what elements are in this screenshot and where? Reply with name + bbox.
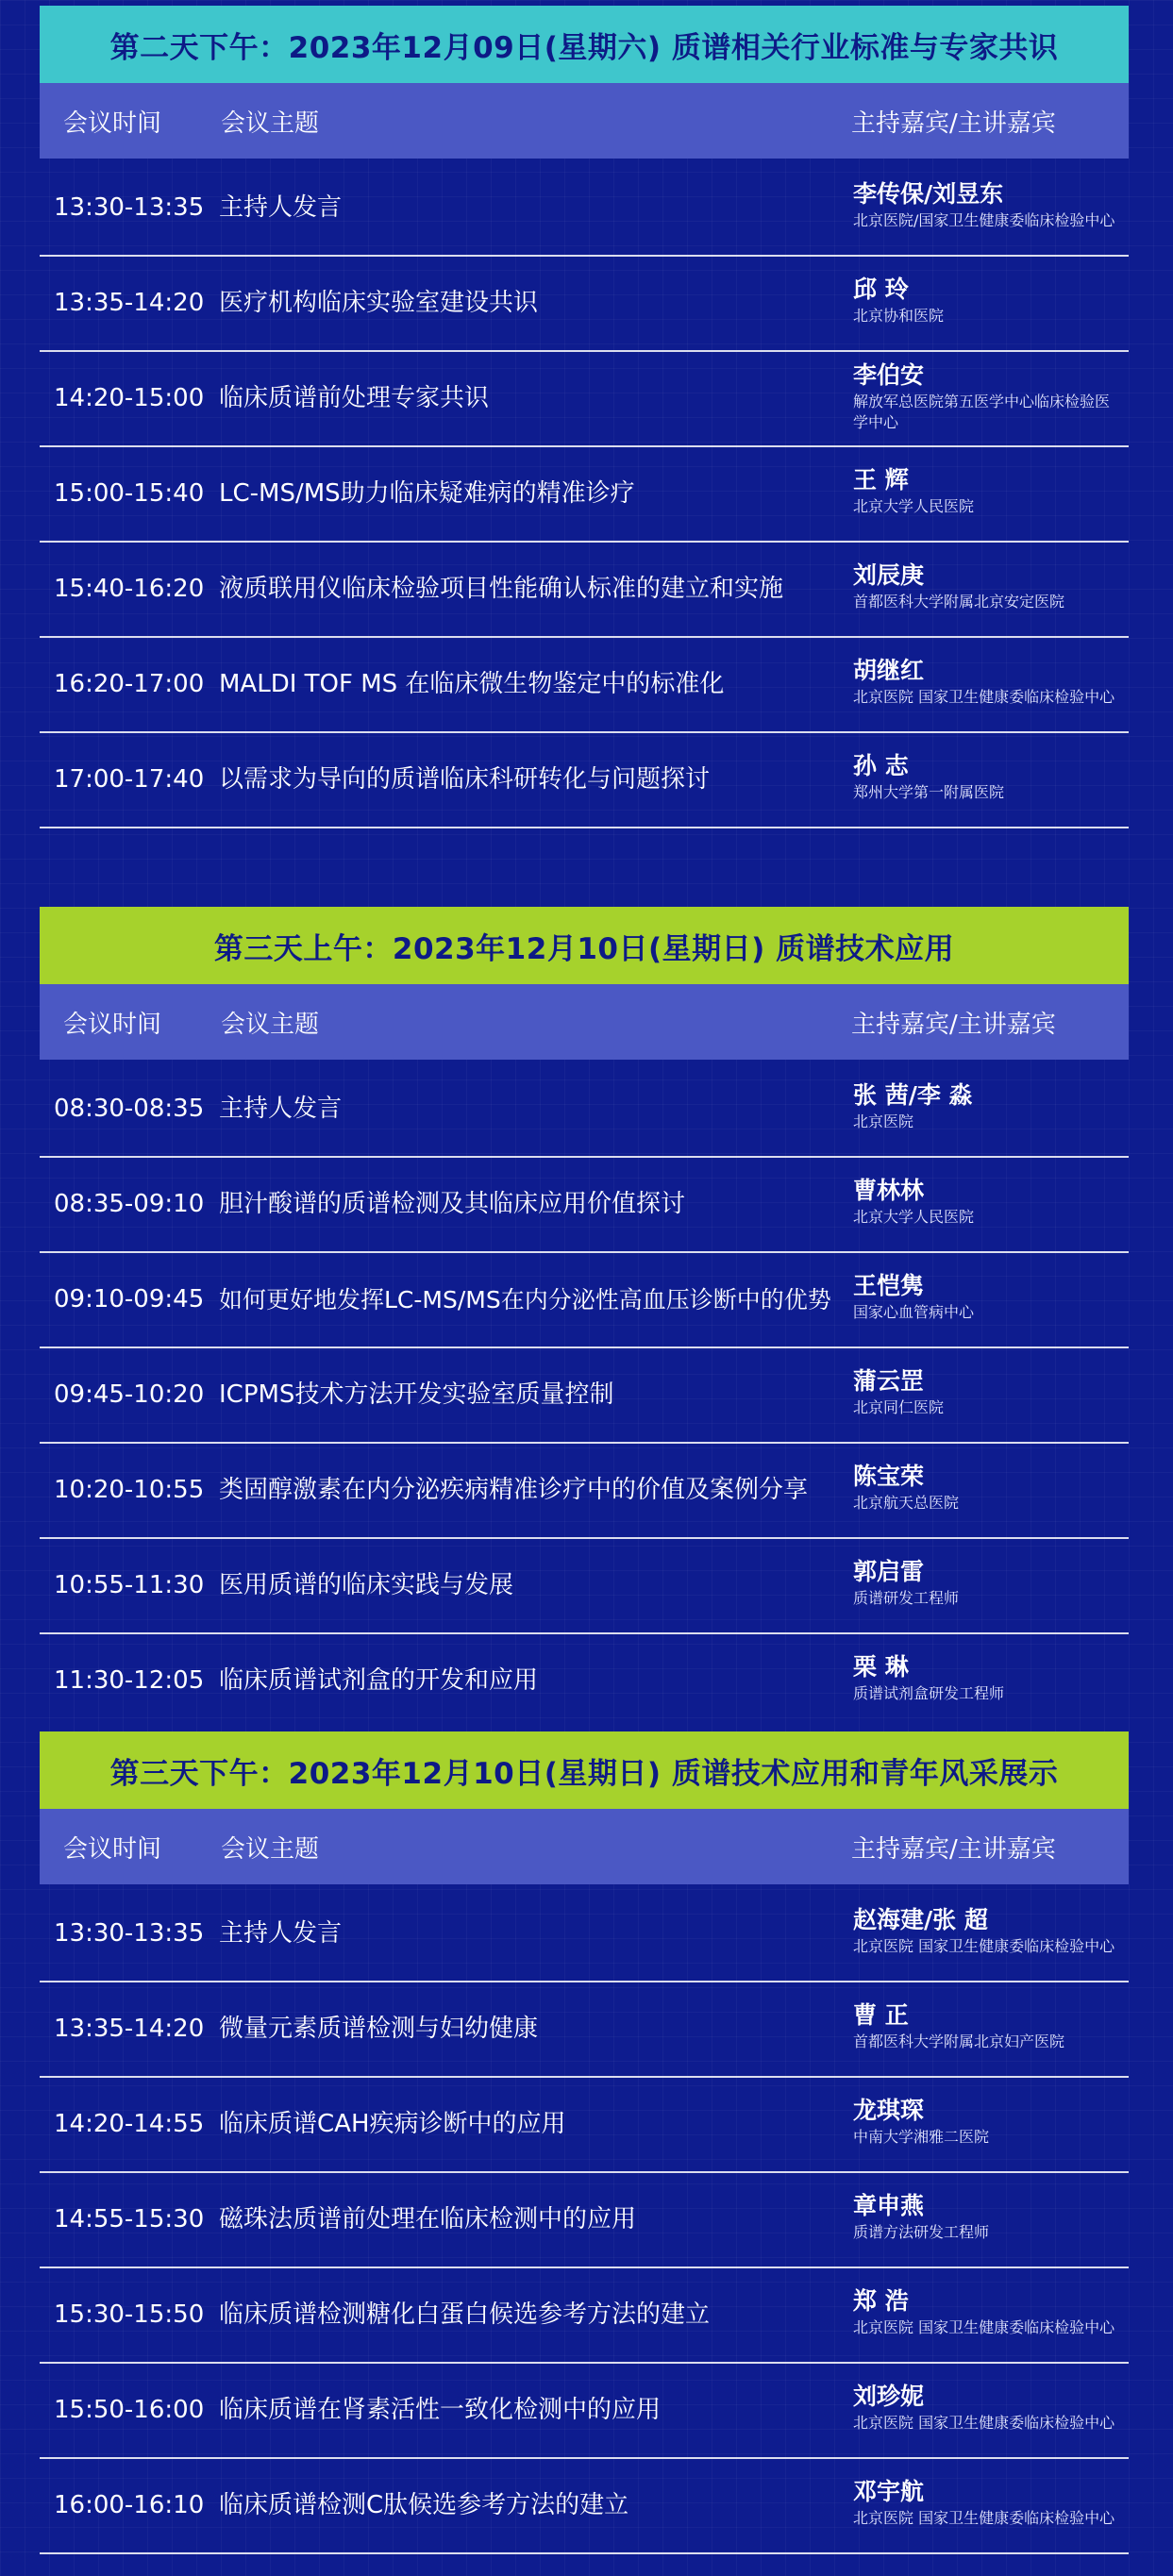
speaker-name: 刘辰庚 [853, 561, 925, 589]
row-speaker [853, 276, 1136, 326]
speaker-org: 北京医院 国家卫生健康委临床检验中心 [853, 2509, 1115, 2527]
speaker-name: 邓宇航 [853, 2478, 925, 2505]
table-row [40, 2173, 1129, 2268]
row-topic: 液质联用仪临床检验项目性能确认标准的建立和实施 [219, 575, 784, 603]
row-topic: 以需求为导向的质谱临床科研转化与问题探讨 [219, 765, 711, 794]
row-topic: ICPMS技术方法开发实验室质量控制 [219, 1380, 614, 1409]
row-time: 16:20-17:00 [54, 670, 205, 698]
speaker-name: 赵海建/张 超 [853, 1906, 988, 1933]
row-topic: 临床质谱CAH疾病诊断中的应用 [219, 2110, 566, 2138]
table-row [40, 1158, 1129, 1253]
row-speaker [853, 2287, 1136, 2338]
row-speaker [853, 2383, 1136, 2434]
speaker-name: 邱 玲 [853, 276, 909, 303]
column-header-speaker: 主持嘉宾/主讲嘉宾 [851, 109, 1056, 138]
table-row [40, 1253, 1129, 1348]
speaker-org: 北京大学人民医院 [853, 497, 975, 515]
schedule-section-day3-afternoon [40, 1731, 1129, 2554]
row-time: 15:40-16:20 [54, 575, 205, 603]
table-row [40, 543, 1129, 638]
row-time: 16:00-16:10 [54, 2491, 205, 2519]
speaker-org: 质谱方法研发工程师 [853, 2223, 990, 2241]
table-row [40, 2364, 1129, 2459]
table-row [40, 1634, 1129, 1730]
speaker-name: 曹 正 [853, 2001, 909, 2029]
speaker-name: 曹林林 [853, 1177, 925, 1204]
row-time: 08:35-09:10 [54, 1190, 205, 1218]
row-time: 15:30-15:50 [54, 2300, 205, 2329]
row-time: 10:20-10:55 [54, 1476, 205, 1504]
speaker-org: 北京航天总医院 [853, 1494, 960, 1512]
table-row [40, 257, 1129, 352]
speaker-name: 李伯安 [853, 361, 925, 389]
row-speaker [853, 657, 1136, 708]
speaker-org: 首都医科大学附属北京妇产医院 [853, 2032, 1065, 2050]
column-header-speaker: 主持嘉宾/主讲嘉宾 [851, 1011, 1056, 1039]
row-topic: 主持人发言 [219, 1919, 343, 1948]
speaker-org: 北京同仁医院 [853, 1398, 945, 1416]
row-speaker [853, 1906, 1136, 1957]
row-speaker [853, 1081, 1136, 1132]
speaker-name: 刘珍妮 [853, 2383, 925, 2410]
speaker-name: 郭启雷 [853, 1558, 925, 1585]
row-speaker [853, 1463, 1136, 1514]
speaker-name: 孙 志 [853, 752, 909, 779]
table-row [40, 1348, 1129, 1444]
row-topic: 主持人发言 [219, 1095, 343, 1123]
row-time: 15:50-16:00 [54, 2396, 205, 2424]
row-topic: 微量元素质谱检测与妇幼健康 [219, 2015, 539, 2043]
row-time: 10:55-11:30 [54, 1571, 205, 1599]
table-row [40, 2459, 1129, 2554]
table-row [40, 2078, 1129, 2173]
table-row [40, 1539, 1129, 1634]
speaker-org: 郑州大学第一附属医院 [853, 783, 1005, 801]
row-speaker [853, 2192, 1136, 2243]
row-speaker [853, 1177, 1136, 1228]
speaker-org: 北京医院/国家卫生健康委临床检验中心 [853, 211, 1115, 229]
speaker-name: 王恺隽 [853, 1272, 925, 1299]
speaker-org: 国家心血管病中心 [853, 1303, 975, 1321]
speaker-org: 北京医院 国家卫生健康委临床检验中心 [853, 688, 1115, 706]
row-topic: 临床质谱检测C肽候选参考方法的建立 [219, 2491, 629, 2519]
column-header [40, 83, 1129, 159]
column-header [40, 1809, 1129, 1884]
speaker-name: 陈宝荣 [853, 1463, 925, 1490]
row-topic: 如何更好地发挥LC-MS/MS在内分泌性高血压诊断中的优势 [219, 1286, 831, 1313]
speaker-org: 中南大学湘雅二医院 [853, 2128, 990, 2146]
speaker-name: 王 辉 [853, 466, 909, 493]
row-time: 14:20-14:55 [54, 2110, 205, 2138]
table-row [40, 447, 1129, 543]
row-time: 09:45-10:20 [54, 1380, 205, 1409]
row-topic: 临床质谱前处理专家共识 [219, 384, 490, 412]
speaker-org: 北京医院 国家卫生健康委临床检验中心 [853, 1937, 1115, 1955]
row-time: 13:30-13:35 [54, 1919, 205, 1948]
table-row [40, 1062, 1129, 1158]
row-topic: 医疗机构临床实验室建设共识 [219, 289, 539, 317]
row-time: 08:30-08:35 [54, 1095, 205, 1123]
table-row [40, 352, 1129, 447]
row-speaker [853, 466, 1136, 517]
section-title: 第三天下午：2023年12月10日(星期日) 质谱技术应用和青年风采展示 [40, 1731, 1129, 1809]
row-speaker [853, 1367, 1136, 1418]
speaker-org: 质谱研发工程师 [853, 1589, 960, 1607]
speaker-name: 章申燕 [853, 2192, 925, 2219]
row-topic: 主持人发言 [219, 193, 343, 222]
table-row [40, 1887, 1129, 1982]
speaker-name: 郑 浩 [853, 2287, 909, 2315]
speaker-name: 龙琪琛 [853, 2097, 925, 2124]
row-speaker [853, 361, 1136, 433]
speaker-org: 质谱试剂盒研发工程师 [853, 1684, 1005, 1702]
column-header-time: 会议时间 [63, 1011, 162, 1039]
row-speaker [853, 561, 1136, 612]
speaker-org: 北京医院 [853, 1112, 914, 1130]
column-header [40, 984, 1129, 1060]
row-speaker [853, 2001, 1136, 2052]
speaker-name: 蒲云罡 [853, 1367, 925, 1395]
row-time: 14:55-15:30 [54, 2205, 205, 2233]
speaker-org: 解放军总医院第五医学中心临床检验医学中心 [853, 393, 1111, 431]
speaker-name: 栗 琳 [853, 1653, 909, 1681]
column-header-topic: 会议主题 [221, 109, 320, 138]
row-speaker [853, 2478, 1136, 2529]
speaker-org: 北京医院 国家卫生健康委临床检验中心 [853, 2414, 1115, 2432]
row-topic: 磁珠法质谱前处理在临床检测中的应用 [219, 2205, 637, 2233]
row-speaker [853, 1653, 1136, 1704]
row-time: 11:30-12:05 [54, 1666, 205, 1695]
column-header-time: 会议时间 [63, 109, 162, 138]
speaker-org: 首都医科大学附属北京安定医院 [853, 593, 1065, 611]
section-title: 第二天下午：2023年12月09日(星期六) 质谱相关行业标准与专家共识 [40, 6, 1129, 83]
row-time: 13:35-14:20 [54, 2015, 205, 2043]
speaker-name: 胡继红 [853, 657, 925, 684]
column-header-topic: 会议主题 [221, 1835, 320, 1864]
speaker-org: 北京协和医院 [853, 307, 945, 325]
row-topic: LC-MS/MS助力临床疑难病的精准诊疗 [219, 479, 635, 508]
schedule-section-day3-morning [40, 907, 1129, 1730]
row-time: 09:10-09:45 [54, 1285, 205, 1313]
speaker-org: 北京医院 国家卫生健康委临床检验中心 [853, 2318, 1115, 2336]
row-time: 15:00-15:40 [54, 479, 205, 508]
column-header-time: 会议时间 [63, 1835, 162, 1864]
row-speaker [853, 1272, 1136, 1323]
speaker-name: 李传保/刘昱东 [853, 180, 1004, 208]
row-time: 13:30-13:35 [54, 193, 205, 222]
row-time: 13:35-14:20 [54, 289, 205, 317]
speaker-name: 张 茜/李 淼 [853, 1081, 973, 1109]
table-row [40, 1444, 1129, 1539]
row-topic: 医用质谱的临床实践与发展 [219, 1571, 514, 1599]
column-header-topic: 会议主题 [221, 1011, 320, 1039]
row-speaker [853, 180, 1136, 231]
row-topic: 类固醇激素在内分泌疾病精准诊疗中的价值及案例分享 [219, 1476, 809, 1504]
row-speaker [853, 2097, 1136, 2148]
section-title: 第三天上午：2023年12月10日(星期日) 质谱技术应用 [40, 907, 1129, 984]
speaker-org: 北京大学人民医院 [853, 1208, 975, 1226]
row-speaker [853, 752, 1136, 803]
column-header-speaker: 主持嘉宾/主讲嘉宾 [851, 1835, 1056, 1864]
row-topic: MALDI TOF MS 在临床微生物鉴定中的标准化 [219, 670, 725, 698]
row-time: 14:20-15:00 [54, 384, 205, 412]
row-topic: 临床质谱试剂盒的开发和应用 [219, 1666, 539, 1695]
row-topic: 临床质谱在肾素活性一致化检测中的应用 [219, 2396, 662, 2424]
table-row [40, 1982, 1129, 2078]
table-row [40, 733, 1129, 828]
table-row [40, 638, 1129, 733]
schedule-section-day2-afternoon [40, 6, 1129, 828]
row-topic: 胆汁酸谱的质谱检测及其临床应用价值探讨 [219, 1190, 686, 1218]
table-row [40, 161, 1129, 257]
row-topic: 临床质谱检测糖化白蛋白候选参考方法的建立 [219, 2300, 711, 2329]
row-speaker [853, 1558, 1136, 1609]
table-row [40, 2268, 1129, 2364]
row-time: 17:00-17:40 [54, 765, 205, 794]
